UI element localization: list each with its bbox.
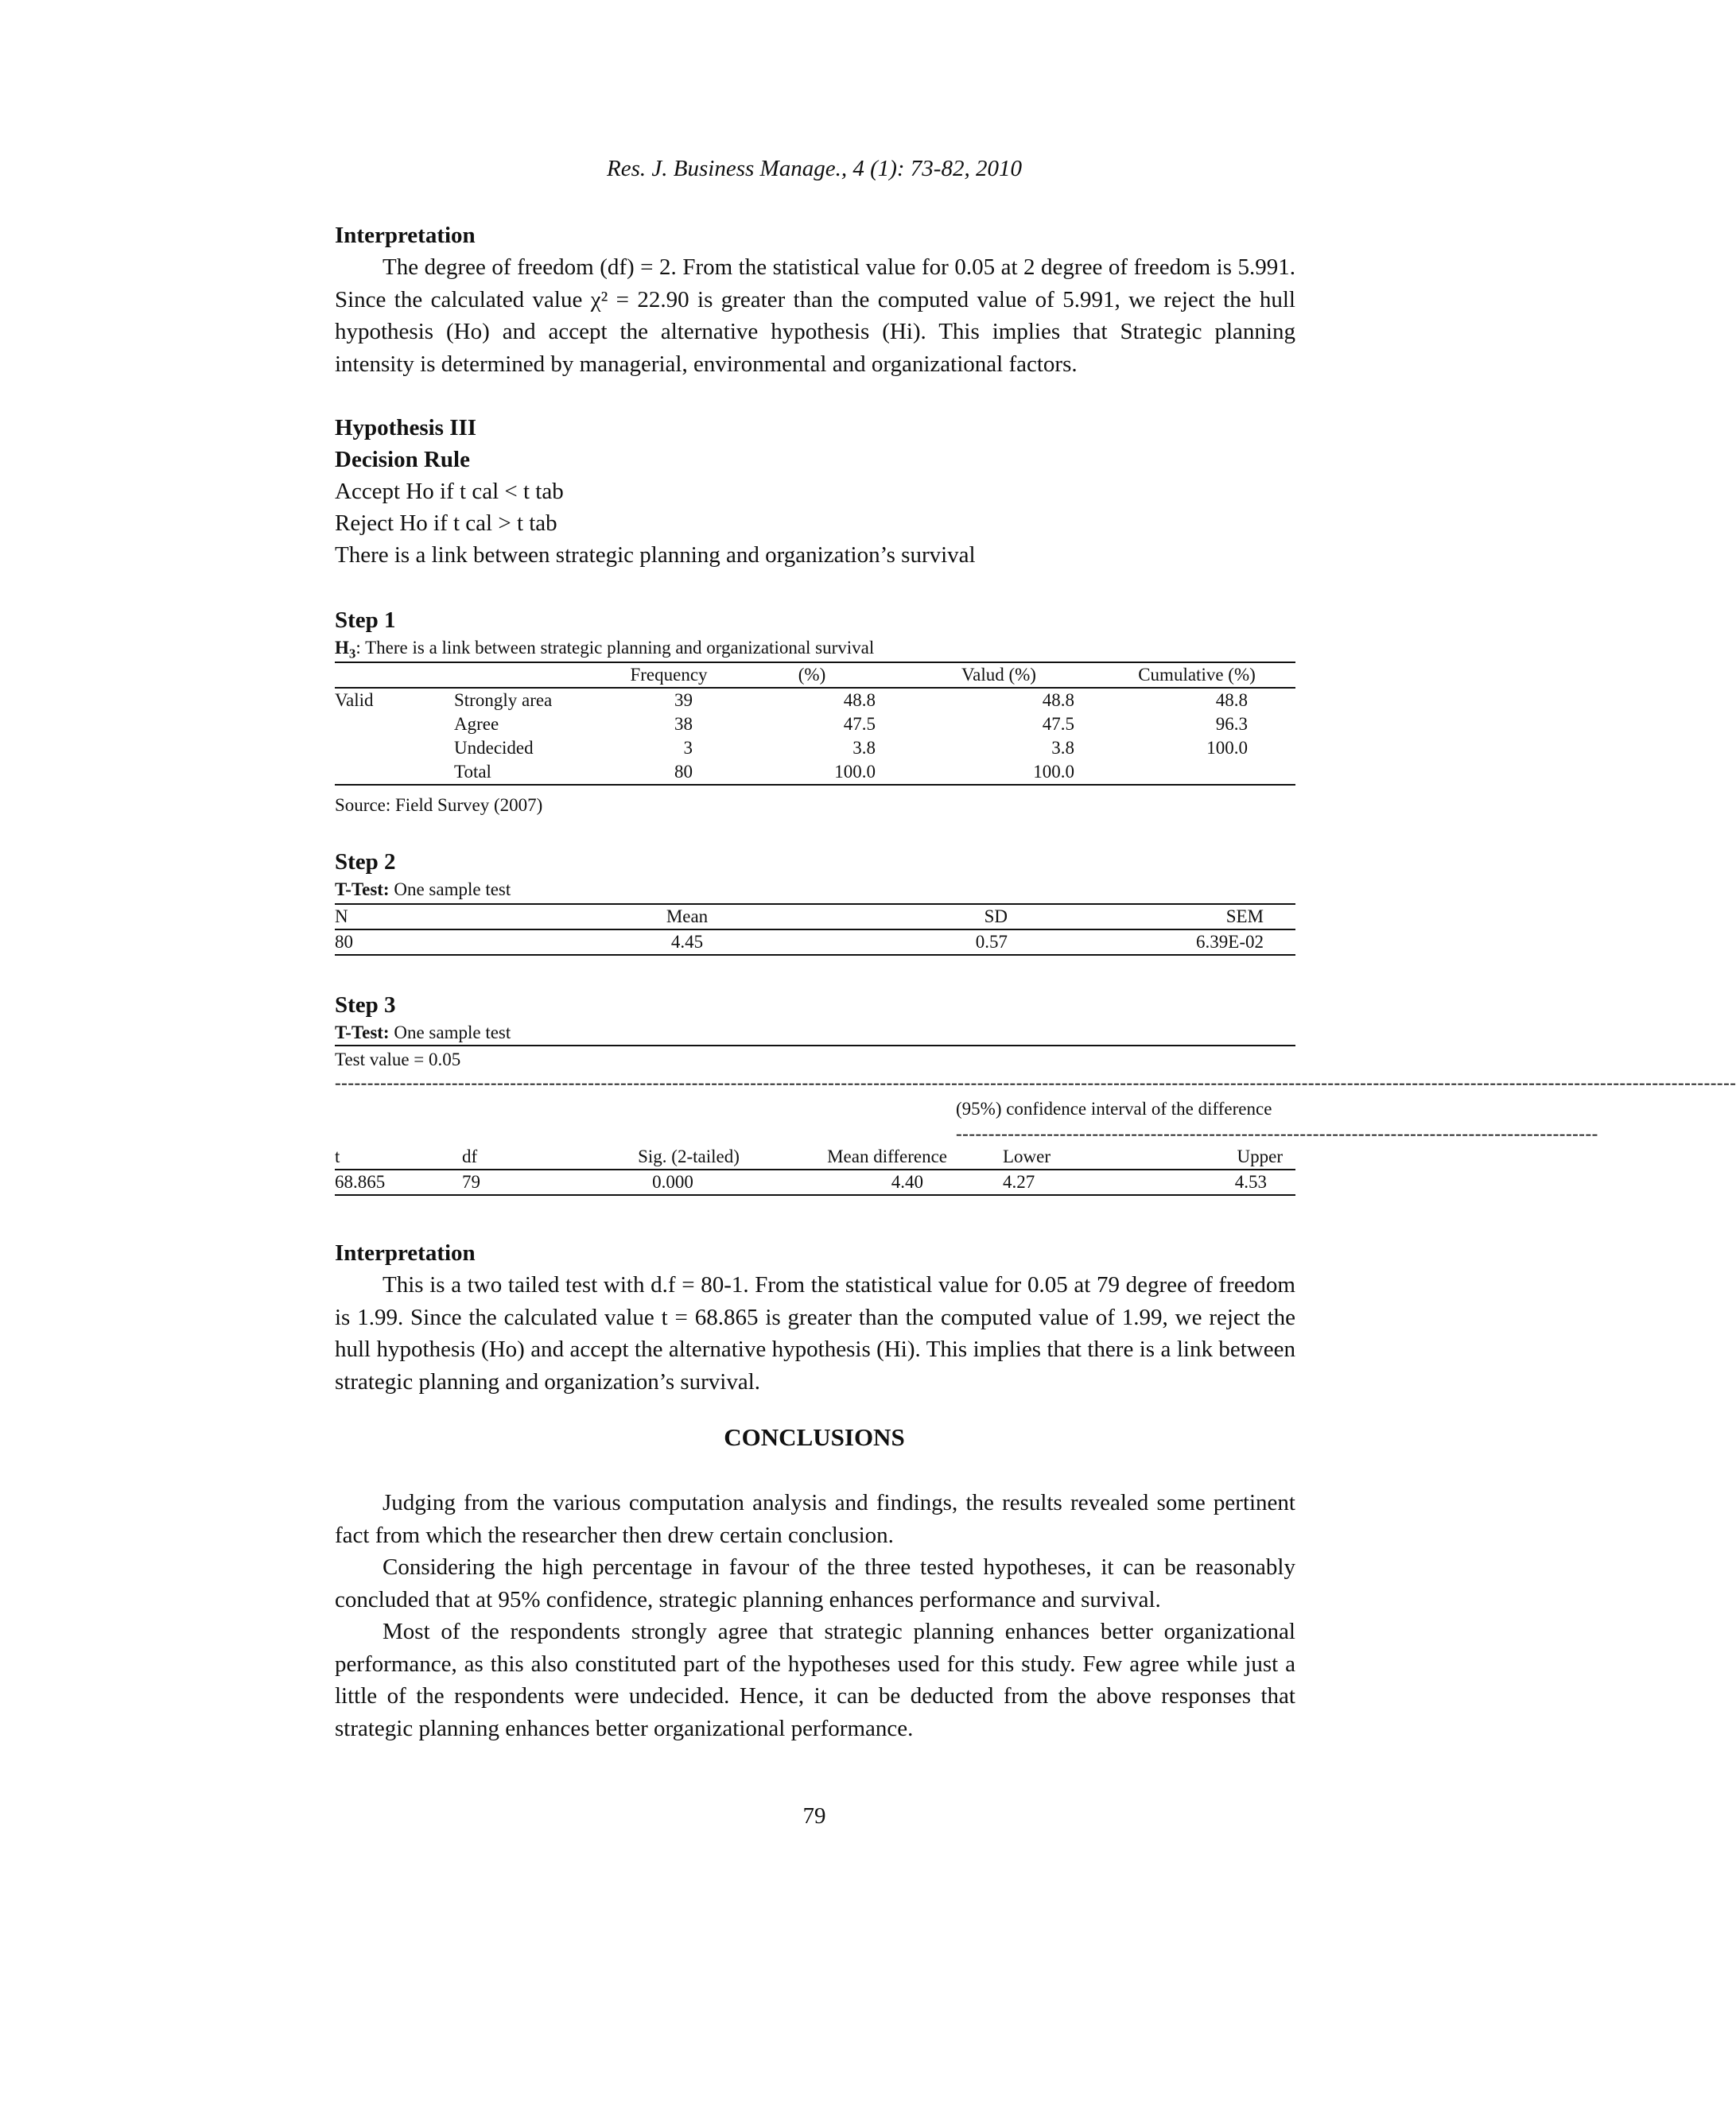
caption-text: One sample test — [389, 879, 511, 899]
hypothesis-statement: There is a link between strategic planning and organization’s survival — [335, 542, 976, 568]
cell-cumulative — [1098, 760, 1295, 785]
cell-cumulative: 100.0 — [1206, 738, 1248, 758]
group-label: Valid — [335, 690, 374, 710]
cell-sig: 0.000 — [652, 1172, 693, 1192]
test-value: Test value = 0.05 — [335, 1050, 461, 1069]
conclusions-paragraph — [335, 1487, 1295, 1551]
cell-percent: 47.5 — [843, 714, 876, 734]
conclusions-paragraph — [335, 1616, 1295, 1744]
caption-text: One sample test — [389, 1022, 511, 1042]
table-header-row — [335, 904, 1295, 929]
table-row — [335, 688, 1295, 712]
interpretation-text: The degree of freedom (df) = 2. From the statistical value for 0.05 at 2 degree of freedom is 5.991. Since the calculated value χ² = 22.90 is greater than the computed value of 5.991, we reject the hull hypothesis (Ho) and accept the alternative hypothesis (Hi). This implies that Strategic planning intensity is determined by managerial, environmental and organizational factors. — [335, 254, 1295, 377]
header-cumulative: Cumulative (%) — [1138, 665, 1256, 685]
cell-mean-difference: 4.40 — [891, 1172, 923, 1192]
step3-caption — [335, 1022, 1295, 1046]
step1-caption — [335, 638, 1295, 662]
header-mean: Mean — [666, 906, 709, 926]
header-valid-percent: Valud (%) — [961, 665, 1036, 685]
table-row — [335, 929, 1295, 955]
step3-heading: Step 3 — [335, 992, 396, 1018]
cell-cumulative: 96.3 — [1215, 714, 1248, 734]
step2-heading: Step 2 — [335, 849, 396, 875]
row-label: Strongly area — [454, 690, 553, 710]
confidence-interval-label: (95%) confidence interval of the difference — [956, 1099, 1272, 1119]
conclusions-text: Considering the high percentage in favour of the three tested hypotheses, it can be reasonably concluded that at 95% confidence, strategic planning enhances performance and survival. — [335, 1554, 1295, 1612]
header-df: df — [462, 1147, 478, 1166]
step2-table-wrap — [335, 903, 1295, 956]
cell-df: 79 — [462, 1172, 480, 1192]
table-source: Source: Field Survey (2007) — [335, 795, 543, 815]
cell-valid-percent: 3.8 — [1051, 738, 1074, 758]
conclusions-paragraph — [335, 1551, 1295, 1616]
step1-table-wrap — [335, 662, 1295, 786]
table-row-total — [335, 760, 1295, 785]
cell-mean: 4.45 — [670, 932, 704, 952]
one-sample-test-table — [335, 1145, 1295, 1196]
conclusions-text: Most of the respondents strongly agree that strategic planning enhances better organizational performance, as this also constituted part of the hypotheses used for this study. Few agree while just a little of the respondents were undecided. Hence, it can be deducted from the above responses that strategic planning enhances better organizational performance. — [335, 1619, 1295, 1741]
table-header-row — [335, 1145, 1295, 1170]
caption-text: : There is a link between strategic planning and organizational survival — [355, 638, 875, 658]
table-row — [335, 712, 1295, 736]
cell-lower: 4.27 — [1003, 1172, 1035, 1192]
conclusions-title: CONCLUSIONS — [724, 1423, 905, 1451]
step3-table-wrap — [335, 1145, 1295, 1196]
cell-valid-percent: 48.8 — [1042, 690, 1074, 710]
interpretation-paragraph — [335, 251, 1295, 380]
dashed-rule-short: --------------------------------------------------------------------------------------------------- — [956, 1123, 1598, 1143]
running-head: Res. J. Business Manage., 4 (1): 73-82, 2010 — [607, 156, 1022, 181]
cell-cumulative: 48.8 — [1215, 690, 1248, 710]
header-percent: (%) — [798, 665, 826, 685]
table-header-row — [335, 662, 1295, 688]
frequency-table — [335, 662, 1295, 786]
accept-rule: Accept Ho if t cal < t tab — [335, 479, 564, 504]
step1-heading: Step 1 — [335, 607, 396, 633]
cell-percent: 48.8 — [843, 690, 876, 710]
cell-valid-percent: 47.5 — [1042, 714, 1074, 734]
cell-percent: 3.8 — [852, 738, 876, 758]
row-label: Total — [454, 762, 491, 782]
header-frequency: Frequency — [630, 665, 708, 685]
interpretation-paragraph — [335, 1269, 1295, 1398]
step2-caption — [335, 879, 1295, 900]
cell-frequency: 38 — [674, 714, 693, 734]
interpretation-heading: Interpretation — [335, 223, 476, 248]
caption-bold: T-Test: — [335, 1022, 390, 1042]
caption-bold: H — [335, 638, 349, 658]
cell-frequency: 3 — [683, 738, 693, 758]
interpretation-heading: Interpretation — [335, 1240, 476, 1266]
conclusions-text: Judging from the various computation analysis and findings, the results revealed some pertinent fact from which the researcher then drew certain conclusion. — [335, 1490, 1295, 1548]
hypothesis-heading: Hypothesis III — [335, 415, 477, 440]
header-sd: SD — [984, 906, 1008, 926]
header-sem: SEM — [1225, 906, 1264, 926]
cell-upper: 4.53 — [1234, 1172, 1267, 1192]
page-number: 79 — [802, 1803, 826, 1829]
caption-subscript: 3 — [348, 646, 356, 662]
cell-sem: 6.39E-02 — [1196, 932, 1264, 952]
cell-valid-percent: 100.0 — [1033, 762, 1074, 782]
row-label: Undecided — [454, 738, 534, 758]
caption-bold: T-Test: — [335, 879, 390, 899]
one-sample-statistics-table — [335, 903, 1295, 956]
cell-percent: 100.0 — [834, 762, 876, 782]
header-mean-difference: Mean difference — [827, 1147, 947, 1166]
table-row — [335, 1170, 1295, 1195]
reject-rule: Reject Ho if t cal > t tab — [335, 510, 557, 536]
header-sig: Sig. (2-tailed) — [638, 1147, 740, 1166]
cell-frequency: 80 — [674, 762, 693, 782]
header-n: N — [335, 906, 348, 926]
header-lower: Lower — [1003, 1147, 1051, 1166]
dashed-rule: ------------------------------------------------------------------------------------------------------------------------------------------------------------------------------------------------------------------------ — [335, 1073, 1736, 1092]
table-row — [335, 736, 1295, 760]
row-label: Agree — [454, 714, 499, 734]
header-upper: Upper — [1237, 1147, 1283, 1166]
cell-sd: 0.57 — [975, 932, 1008, 952]
decision-rule-heading: Decision Rule — [335, 447, 470, 472]
cell-frequency: 39 — [674, 690, 693, 710]
cell-n: 80 — [335, 932, 353, 952]
interpretation-text: This is a two tailed test with d.f = 80-1. From the statistical value for 0.05 at 79 degree of freedom is 1.99. Since the calculated value t = 68.865 is greater than the computed value of 1.99, we reject the hull hypothesis (Ho) and accept the alternative hypothesis (Hi). This implies that there is a link between strategic planning and organization’s survival. — [335, 1272, 1295, 1395]
header-t: t — [335, 1147, 340, 1166]
cell-t: 68.865 — [335, 1172, 386, 1192]
